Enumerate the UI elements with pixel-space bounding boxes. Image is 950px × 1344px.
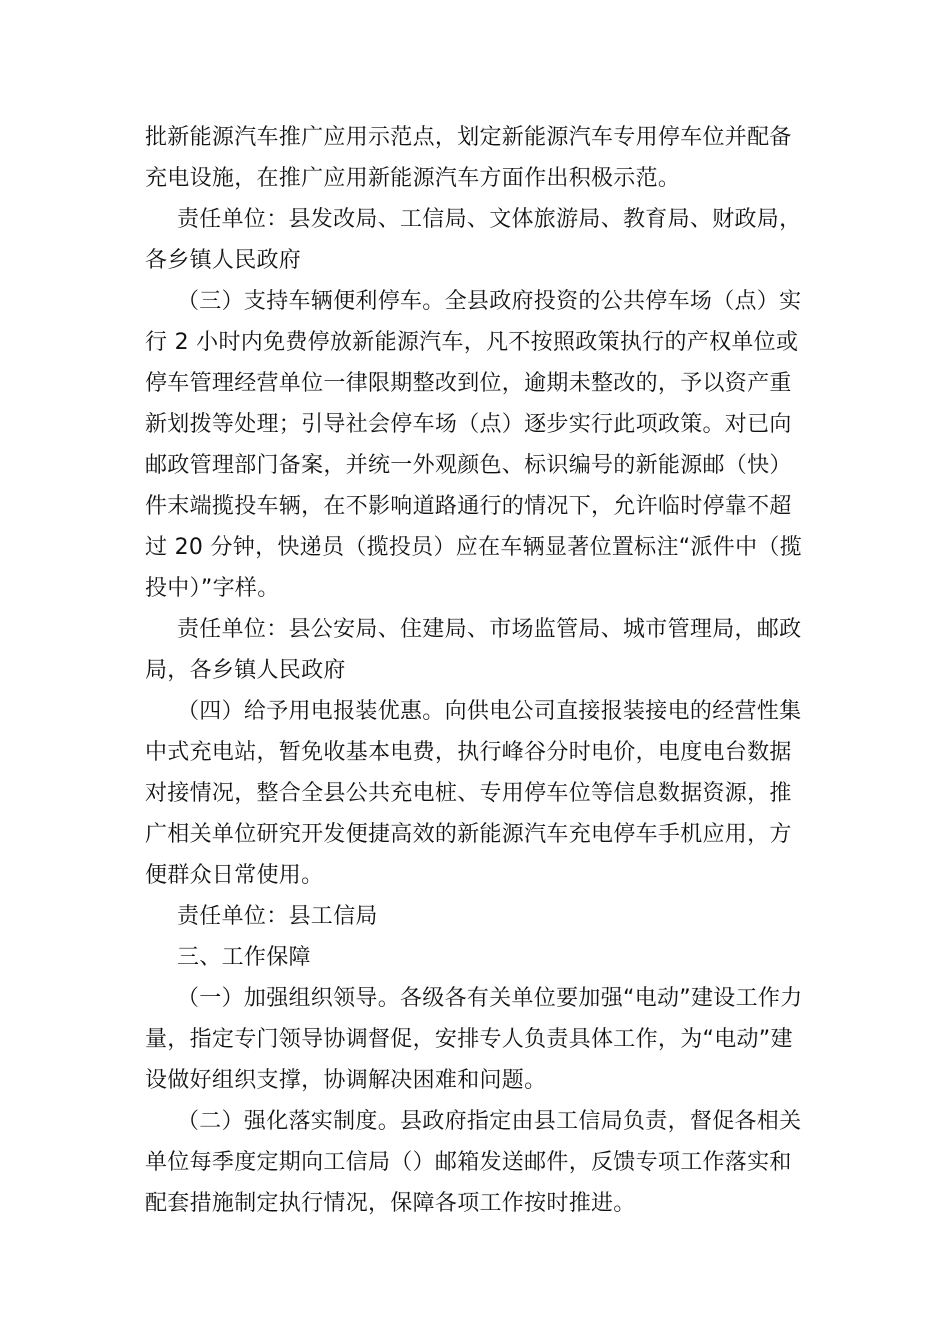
line-text: 行 2 小时内免费停放新能源汽车，凡不按照政策执行的产权单位或 [145,330,799,355]
line-text: 停车管理经营单位一律限期整改到位，逾期未整改的，予以资产重 [145,371,792,396]
text-line [0,445,950,486]
text-line [0,486,950,527]
line-text: （三）支持车辆便利停车。全县政府投资的公共停车场（点）实 [177,289,802,314]
line-text: 便群众日常使用。 [145,863,324,888]
text-line [0,1142,950,1183]
text-line [0,1060,950,1101]
line-text: 责任单位：县发改局、工信局、文体旅游局、教育局、财政局， [177,207,802,232]
line-text: 责任单位：县公安局、住建局、市场监管局、城市管理局，邮政 [177,617,802,642]
text-line [0,568,950,609]
line-text: （一）加强组织领导。各级各有关单位要加强“电动”建设工作力 [177,986,803,1011]
text-line [0,814,950,855]
line-text: 邮政管理部门备案，并统一外观颜色、标识编号的新能源邮（快） [145,453,792,478]
text-line [0,691,950,732]
line-text: （四）给予用电报装优惠。向供电公司直接报装接电的经营性集 [177,699,802,724]
text-line [0,322,950,363]
line-text: 充电设施，在推广应用新能源汽车方面作出积极示范。 [145,166,681,191]
text-line [0,240,950,281]
line-text: 局，各乡镇人民政府 [145,658,346,683]
text-line [0,199,950,240]
text-line [0,158,950,199]
line-text: 设做好组织支撑，协调解决困难和问题。 [145,1068,547,1093]
text-line [0,1183,950,1224]
text-line [0,281,950,322]
line-text: 批新能源汽车推广应用示范点，划定新能源汽车专用停车位并配备 [145,125,792,150]
line-text: 投中）”字样。 [145,576,280,601]
line-text: 三、工作保障 [177,945,311,970]
line-text: 中式充电站，暂免收基本电费，执行峰谷分时电价，电度电台数据 [145,740,792,765]
line-text: 过 20 分钟，快递员（揽投员）应在车辆显著位置标注“派件中（揽 [145,535,802,560]
line-text: 量，指定专门领导协调督促，安排专人负责具体工作，为“电动”建 [145,1027,793,1052]
text-line [0,527,950,568]
line-text: 广相关单位研究开发便捷高效的新能源汽车充电停车手机应用，方 [145,822,792,847]
line-text: 新划拨等处理；引导社会停车场（点）逐步实行此项政策。对已向 [145,412,792,437]
line-text: 单位每季度定期向工信局（）邮箱发送邮件，反馈专项工作落实和 [145,1150,792,1175]
text-line [0,404,950,445]
line-text: （二）强化落实制度。县政府指定由县工信局负责，督促各相关 [177,1109,802,1134]
text-line [0,609,950,650]
text-line [0,855,950,896]
text-line [0,896,950,937]
section-heading [0,937,950,978]
text-line [0,773,950,814]
line-text: 配套措施制定执行情况，保障各项工作按时推进。 [145,1191,636,1216]
text-line [0,650,950,691]
text-line [0,117,950,158]
text-line [0,363,950,404]
text-line [0,1019,950,1060]
text-line [0,1101,950,1142]
line-text: 各乡镇人民政府 [145,248,302,273]
line-text: 件末端揽投车辆，在不影响道路通行的情况下，允许临时停靠不超 [145,494,792,519]
line-text: 对接情况，整合全县公共充电桩、专用停车位等信息数据资源，推 [145,781,792,806]
text-line [0,732,950,773]
text-line [0,978,950,1019]
line-text: 责任单位：县工信局 [177,904,378,929]
